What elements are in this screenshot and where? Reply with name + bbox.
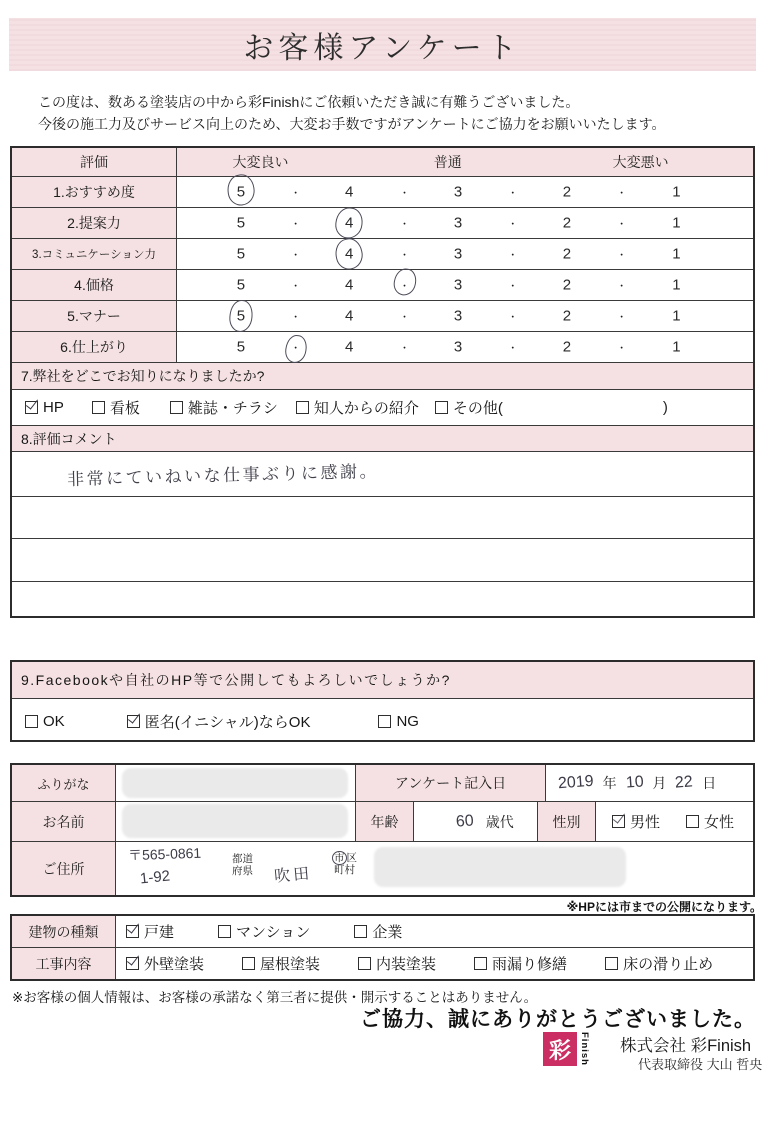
- handwritten-circle-on-4: [334, 206, 364, 240]
- q8-title-text: 8.評価コメント: [21, 430, 117, 447]
- scale-4[interactable]: 4: [345, 214, 354, 232]
- sex-label: 性別: [538, 802, 596, 842]
- scale-4[interactable]: 4: [345, 307, 354, 325]
- scale-dot: ・: [616, 312, 627, 324]
- survey-date-value[interactable]: [546, 765, 753, 802]
- circled-shi-character: 市: [334, 852, 345, 864]
- handwritten-age: 60: [455, 811, 475, 831]
- scale-dot: ・: [399, 312, 410, 324]
- checkbox-anti-slip-floor[interactable]: [605, 953, 713, 974]
- checkbox-male[interactable]: [612, 811, 660, 832]
- checkbox-label: 匿名(イニシャル)ならOK: [144, 714, 311, 731]
- rating-row-label: 3.コミュニケーション力: [12, 239, 177, 269]
- checkbox-ng[interactable]: [378, 713, 419, 730]
- rating-row-proposal: [12, 207, 753, 238]
- scale-dot: ・: [616, 281, 627, 293]
- company-name: 株式会社 彩Finish: [620, 1037, 752, 1055]
- month-unit: 月: [652, 775, 667, 791]
- checkbox-box: [612, 815, 625, 828]
- address-field[interactable]: [116, 842, 753, 895]
- checkbox-interior-painting[interactable]: [358, 953, 436, 974]
- scale-2[interactable]: 2: [562, 245, 572, 263]
- scale-dot: ・: [290, 250, 301, 262]
- checkbox-anonymous-ok[interactable]: [127, 711, 311, 732]
- checkbox-box: [126, 925, 139, 938]
- check-icon: [613, 810, 625, 823]
- handwritten-block-number: 1-92: [139, 867, 171, 888]
- checkbox-label: 内装塗装: [376, 956, 437, 973]
- scale-4[interactable]: 4: [345, 276, 354, 294]
- building-type-row: [12, 916, 753, 947]
- checkbox-other[interactable]: [435, 397, 503, 418]
- checkbox-label: 外壁塗装: [144, 956, 205, 973]
- checkbox-box: [242, 957, 255, 970]
- checkbox-label: 床の滑り止め: [623, 956, 714, 973]
- checkbox-label: OK: [43, 713, 65, 730]
- handwritten-postal-code: 〒565-0861: [127, 844, 202, 864]
- checkbox-leak-repair[interactable]: [474, 953, 567, 974]
- city-unit: 市 区 町村: [334, 852, 357, 876]
- work-content-options: [116, 948, 753, 979]
- checkbox-female[interactable]: [686, 811, 734, 832]
- checkbox-box: [354, 925, 367, 938]
- checkbox-detached-house[interactable]: [126, 921, 174, 942]
- scale-dot: ・: [507, 312, 518, 324]
- q7-title-text: 7.弊社をどこでお知りになりましたか?: [21, 368, 265, 384]
- scale-3[interactable]: 3: [453, 276, 463, 294]
- check-icon: [127, 920, 139, 933]
- building-type-options: [116, 916, 753, 947]
- checkbox-company[interactable]: [354, 921, 402, 942]
- company-logo-icon: 彩: [543, 1032, 577, 1066]
- scale-dot: ・: [507, 188, 518, 200]
- comment-line-4[interactable]: [12, 581, 753, 624]
- checkbox-box: [25, 715, 38, 728]
- handwritten-circle-on-5: [228, 299, 253, 333]
- rating-header-label: 評価: [12, 148, 177, 176]
- checkbox-label: 企業: [372, 924, 403, 941]
- scale-3[interactable]: 3: [453, 245, 463, 263]
- q8-title: [12, 425, 753, 451]
- building-work-table: [10, 914, 755, 981]
- name-label: お名前: [12, 802, 116, 842]
- checkbox-box: [127, 715, 140, 728]
- checkbox-box: [170, 401, 183, 414]
- intro-text: [38, 91, 665, 135]
- q9-section: [10, 660, 755, 742]
- checkbox-box: [296, 401, 309, 414]
- scale-dot: ・: [616, 343, 627, 355]
- checkbox-box: [126, 957, 139, 970]
- checkbox-label: 屋根塗装: [260, 956, 321, 973]
- scale-1[interactable]: 1: [672, 183, 681, 201]
- scale-3[interactable]: 3: [453, 338, 463, 356]
- scale-dot: ・: [616, 188, 627, 200]
- intro-line-1: この度は、数ある塗装店の中から彩Finishにご依頼いただき誠に有難うございました。: [38, 94, 580, 110]
- work-content-label: 工事内容: [12, 948, 116, 979]
- scale-dot: ・: [290, 281, 301, 293]
- checkbox-roof-painting[interactable]: [242, 953, 320, 974]
- check-icon: [127, 952, 139, 965]
- scale-dot: ・: [290, 312, 301, 324]
- rating-scale: [177, 208, 753, 238]
- age-value[interactable]: [414, 802, 538, 842]
- rating-scale: [177, 332, 753, 362]
- check-icon: [128, 710, 140, 723]
- scale-1[interactable]: 1: [672, 276, 681, 294]
- scale-1[interactable]: 1: [672, 307, 681, 325]
- checkbox-box: [358, 957, 371, 970]
- scale-dot: ・: [399, 219, 410, 231]
- scale-4[interactable]: 4: [345, 183, 354, 201]
- handwritten-circle-on-5: [225, 173, 256, 207]
- scale-2[interactable]: 2: [562, 307, 572, 325]
- rating-row-label: 5.マナー: [12, 301, 177, 331]
- handwritten-circle-on-dot: [391, 267, 417, 297]
- checkbox-referral[interactable]: [296, 397, 419, 418]
- day-unit: 日: [702, 775, 717, 791]
- checkbox-apartment[interactable]: [218, 921, 310, 942]
- checkbox-box: [605, 957, 618, 970]
- year-unit: 年: [602, 775, 617, 791]
- checkbox-box: [218, 925, 231, 938]
- rating-row-label: 1.おすすめ度: [12, 177, 177, 207]
- check-icon: [26, 396, 38, 409]
- checkbox-signboard[interactable]: [92, 397, 140, 418]
- checkbox-label: マンション: [236, 924, 311, 941]
- scale-dot: ・: [507, 250, 518, 262]
- scale-dot: ・: [290, 219, 301, 231]
- scale-dot: ・: [507, 343, 518, 355]
- checkbox-box: [378, 715, 391, 728]
- scale-label-normal: 普通: [433, 154, 462, 170]
- age-label: 年齢: [356, 802, 414, 842]
- handwritten-day: 22: [674, 773, 694, 792]
- scale-dot: ・: [616, 219, 627, 231]
- age-unit: 歳代: [485, 813, 514, 830]
- rating-row-recommend: [12, 176, 753, 207]
- handwritten-circle-on-4: [333, 236, 366, 272]
- rating-header-scale: [177, 148, 753, 176]
- rating-scale: [177, 301, 753, 331]
- scale-2[interactable]: 2: [562, 214, 572, 232]
- scale-3[interactable]: 3: [453, 307, 463, 325]
- scale-5[interactable]: 5: [236, 245, 246, 263]
- scale-1[interactable]: 1: [672, 338, 681, 356]
- thanks-message: ご協力、誠にありがとうございました。: [360, 1008, 756, 1031]
- title-band: [9, 18, 756, 71]
- checkbox-label: 雨漏り修繕: [492, 956, 568, 973]
- scale-dot: ・: [399, 343, 410, 355]
- scale-dot: ・: [290, 343, 301, 355]
- name-field[interactable]: [116, 802, 356, 842]
- rating-row-label: 6.仕上がり: [12, 332, 177, 362]
- comment-line-1[interactable]: [12, 451, 753, 496]
- privacy-note: ※お客様の個人情報は、お客様の承諾なく第三者に提供・開示することはありません。: [12, 990, 538, 1005]
- scale-label-best: 大変良い: [232, 154, 289, 170]
- checkbox-ok[interactable]: [25, 713, 65, 730]
- checkbox-box: [474, 957, 487, 970]
- rating-row-label: 2.提案力: [12, 208, 177, 238]
- scale-dot: ・: [507, 219, 518, 231]
- scale-dot: ・: [399, 250, 410, 262]
- q9-title-text: 9.Facebookや自社のHP等で公開してもよろしいでしょうか?: [21, 672, 451, 688]
- scale-4[interactable]: 4: [345, 245, 354, 263]
- profile-table: [10, 763, 755, 897]
- redacted-name: [122, 804, 348, 838]
- checkbox-box: [435, 401, 448, 414]
- checkbox-label: HP: [43, 399, 64, 416]
- checkbox-box: [25, 401, 38, 414]
- checkbox-box: [92, 401, 105, 414]
- other-close-paren: ): [662, 399, 668, 416]
- prefecture-unit: 都道 府県: [232, 853, 253, 877]
- furigana-field[interactable]: [116, 765, 356, 802]
- q7-options: [12, 389, 753, 425]
- checkbox-label: 知人からの紹介: [313, 400, 419, 417]
- scale-3[interactable]: 3: [453, 183, 463, 201]
- furigana-label: ふりがな: [12, 765, 116, 802]
- checkbox-label: 男性: [630, 814, 661, 831]
- rating-header-row: [12, 148, 753, 176]
- scale-dot: ・: [616, 250, 627, 262]
- checkbox-label: 戸建: [144, 924, 175, 941]
- building-type-label: 建物の種類: [12, 916, 116, 947]
- page-title: お客様アンケート: [243, 31, 522, 65]
- scale-5[interactable]: 5: [236, 214, 246, 232]
- scale-2[interactable]: 2: [562, 338, 572, 356]
- scale-dot: ・: [290, 188, 301, 200]
- scale-label-worst: 大変悪い: [612, 154, 669, 170]
- rating-row-label: 4.価格: [12, 270, 177, 300]
- handwritten-circle-on-dot: [283, 334, 308, 365]
- handwritten-city: 吹田: [273, 865, 313, 886]
- scale-5[interactable]: 5: [236, 338, 246, 356]
- rating-scale: [177, 177, 753, 207]
- rating-row-price: [12, 269, 753, 300]
- sex-options: [596, 802, 753, 842]
- checkbox-label: NG: [396, 713, 419, 730]
- comment-line-2[interactable]: [12, 496, 753, 538]
- scale-dot: ・: [399, 188, 410, 200]
- scale-1[interactable]: 1: [672, 245, 681, 263]
- checkbox-label: 看板: [109, 400, 140, 417]
- rating-scale: [177, 239, 753, 269]
- comment-line-3[interactable]: [12, 538, 753, 581]
- scale-1[interactable]: 1: [672, 214, 681, 232]
- checkbox-hp[interactable]: [25, 399, 64, 416]
- intro-line-2: 今後の施工力及びサービス向上のため、大変お手数ですがアンケートにご協力をお願いいたします。: [38, 116, 666, 132]
- q9-options: [12, 698, 753, 744]
- scale-3[interactable]: 3: [453, 214, 463, 232]
- checkbox-label: その他(: [452, 400, 503, 417]
- q7-title: [12, 362, 753, 389]
- checkbox-magazine-flyer[interactable]: [170, 397, 278, 418]
- handwritten-year: 2019: [557, 772, 595, 793]
- hp-publication-note: ※HPには市までの公開になります。: [566, 900, 762, 914]
- rating-row-communication: [12, 238, 753, 269]
- scale-dot: ・: [507, 281, 518, 293]
- scale-5[interactable]: 5: [236, 276, 246, 294]
- address-label: ご住所: [12, 842, 116, 895]
- scale-2[interactable]: 2: [562, 183, 572, 201]
- rating-scale: [177, 270, 753, 300]
- company-representative: 代表取締役 大山 哲央: [638, 1057, 763, 1072]
- scale-5[interactable]: 5: [236, 183, 246, 201]
- checkbox-box: [686, 815, 699, 828]
- survey-date-label: アンケート記入日: [356, 765, 546, 802]
- checkbox-exterior-painting[interactable]: [126, 953, 204, 974]
- checkbox-label: 雑誌・チラシ: [187, 400, 278, 417]
- work-content-row: [12, 947, 753, 979]
- redacted-name: [122, 768, 348, 798]
- handwritten-comment: 非常にていねいな仕事ぶりに感謝。: [66, 461, 380, 490]
- rating-table: [10, 146, 755, 618]
- q9-title: [12, 662, 753, 698]
- scale-4[interactable]: 4: [345, 338, 354, 356]
- handwritten-month: 10: [624, 773, 644, 792]
- rating-row-finish: [12, 331, 753, 362]
- checkbox-label: 女性: [704, 814, 735, 831]
- scale-5[interactable]: 5: [236, 307, 246, 325]
- redacted-address: [374, 847, 626, 887]
- rating-row-manner: [12, 300, 753, 331]
- company-logo-finish-text: Finish: [579, 1032, 590, 1066]
- scale-2[interactable]: 2: [562, 276, 572, 294]
- scale-dot: ・: [399, 281, 410, 293]
